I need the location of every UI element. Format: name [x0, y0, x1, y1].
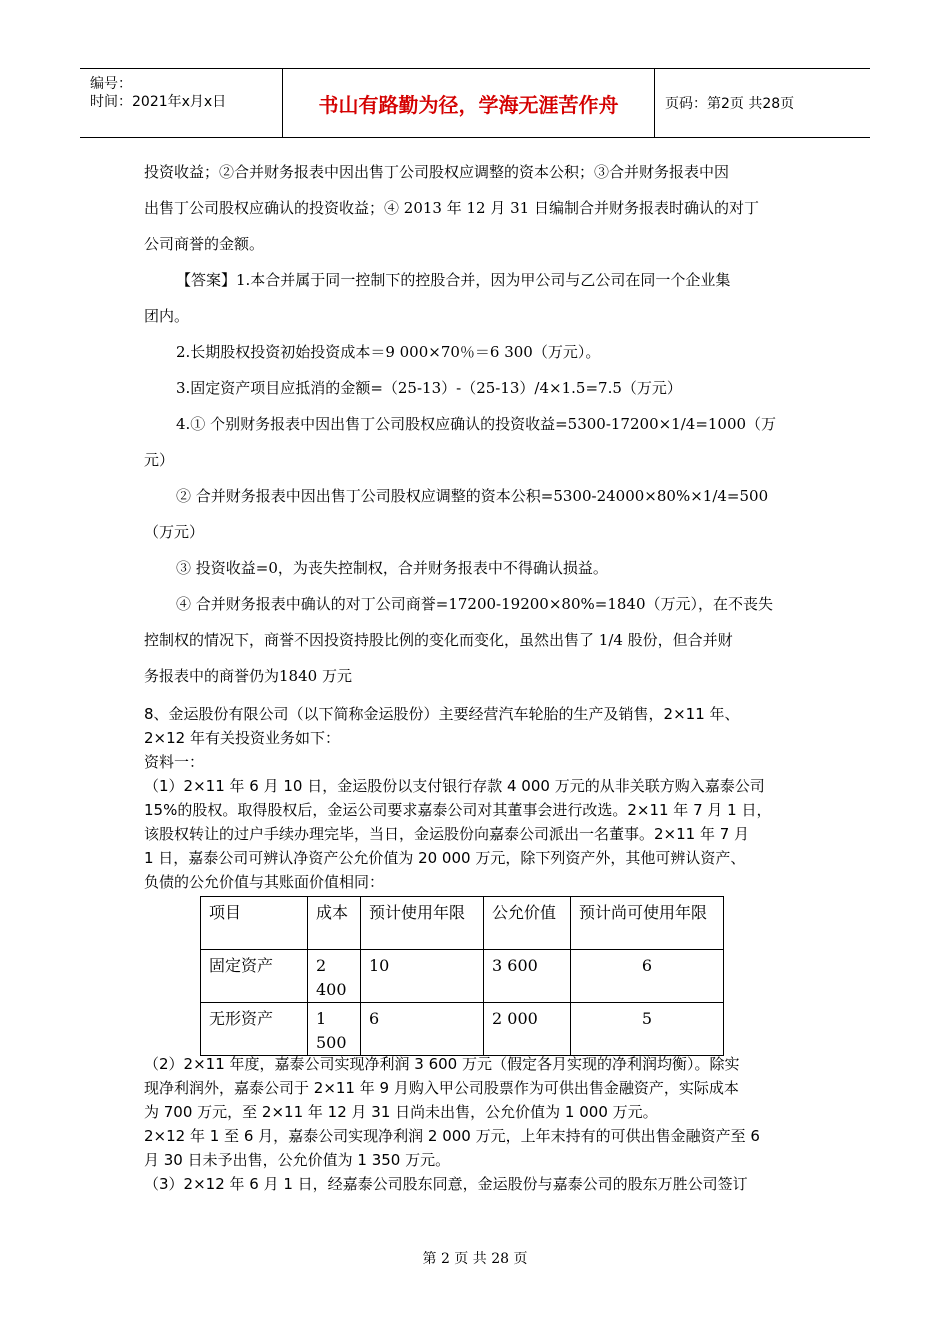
table-cell: 5: [571, 1003, 724, 1056]
question-8-line: 8、金运股份有限公司（以下简称金运股份）主要经营汽车轮胎的生产及销售，2×11 年、: [144, 705, 740, 723]
table-cell: 6: [361, 1003, 484, 1056]
table-header-cell: 预计尚可使用年限: [571, 897, 724, 950]
answer-item-4-3: ③ 投资收益=0，为丧失控制权，合并财务报表中不得确认损益。: [176, 559, 608, 577]
question-8-line: 2×12 年有关投资业务如下：: [144, 729, 340, 747]
table-cell: 2 000: [484, 1003, 571, 1056]
material-line: 为 700 万元，至 2×11 年 12 月 31 日尚未出售，公允价值为 1 000 万元。: [144, 1103, 658, 1121]
material-line: 负债的公允价值与其账面价值相同：: [144, 873, 385, 891]
material-line: 月 30 日未予出售，公允价值为 1 350 万元。: [144, 1151, 451, 1169]
paragraph-line: 控制权的情况下，商誉不因投资持股比例的变化而变化，虽然出售了 1/4 股份，但合并财: [144, 631, 733, 649]
material-line: 现净利润外，嘉泰公司于 2×11 年 9 月购入甲公司股票作为可供出售金融资产，实际成本: [144, 1079, 739, 1097]
header-motto: 书山有路勤为径，学海无涯苦作舟: [283, 69, 655, 137]
answer-item-4-1: 4.① 个别财务报表中因出售丁公司股权应确认的投资收益=5300-17200×1/4=1000（万: [176, 415, 777, 433]
paragraph-line: 公司商誉的金额。: [144, 235, 265, 253]
paragraph-line: 团内。: [144, 307, 190, 325]
table-cell: 1 500: [308, 1003, 361, 1056]
material-heading: 资料一：: [144, 753, 205, 771]
answer-item-4-4: ④ 合并财务报表中确认的对丁公司商誉=17200-19200×80%=1840（万元），在不丧失: [176, 595, 773, 613]
page-header: [80, 68, 870, 138]
asset-table: [200, 896, 724, 1056]
material-line: （2）2×11 年度，嘉泰公司实现净利润 3 600 万元（假定各月实现的净利润均衡）。除实: [144, 1055, 740, 1073]
answer-item-2: 2.长期股权投资初始投资成本＝9 000×70％＝6 300（万元）。: [176, 343, 601, 361]
table-row: [201, 950, 724, 1003]
header-page-info: 页码：第2页 共28页: [665, 96, 795, 112]
table-header-cell: 预计使用年限: [361, 897, 484, 950]
table-row: [201, 1003, 724, 1056]
material-line: 2×12 年 1 至 6 月，嘉泰公司实现净利润 2 000 万元，上年末持有的可供出售金融资产至 6: [144, 1127, 760, 1145]
table-header-cell: 公允价值: [484, 897, 571, 950]
material-line: 1 日，嘉泰公司可辨认净资产公允价值为 20 000 万元，除下列资产外，其他可辨认资产、: [144, 849, 746, 867]
paragraph-line: 元）: [144, 451, 175, 469]
table-cell: 3 600: [484, 950, 571, 1003]
page-footer: 第 2 页 共 28 页: [422, 1251, 528, 1267]
table-header-cell: 项目: [201, 897, 308, 950]
table-cell: 6: [571, 950, 724, 1003]
material-line: （3）2×12 年 6 月 1 日，经嘉泰公司股东同意，金运股份与嘉泰公司的股东万胜公司签订: [144, 1175, 748, 1193]
table-cell: 固定资产: [201, 950, 308, 1003]
material-line: 15%的股权。取得股权后，金运公司要求嘉泰公司对其董事会进行改选。2×11 年 7 月 1 日，: [144, 801, 772, 819]
document-time-label: 时间：2021年x月x日: [90, 94, 227, 110]
table-header-row: [201, 897, 724, 950]
answer-item-3: 3.固定资产项目应抵消的金额=（25-13）-（25-13）/4×1.5=7.5（万元）: [176, 379, 682, 397]
paragraph-line: 投资收益；②合并财务报表中因出售丁公司股权应调整的资本公积；③合并财务报表中因: [144, 163, 730, 181]
material-line: （1）2×11 年 6 月 10 日，金运股份以支付银行存款 4 000 万元的从非关联方购入嘉泰公司: [144, 777, 765, 795]
table-cell: 无形资产: [201, 1003, 308, 1056]
table-header-cell: 成本: [308, 897, 361, 950]
answer-item-4-2: ② 合并财务报表中因出售丁公司股权应调整的资本公积=5300-24000×80%×1/4=500: [176, 487, 769, 505]
answer-heading-line: 【答案】1.本合并属于同一控制下的控股合并，因为甲公司与乙公司在同一个企业集: [176, 271, 731, 289]
material-line: 该股权转让的过户手续办理完毕，当日，金运股份向嘉泰公司派出一名董事。2×11 年 7 月: [144, 825, 750, 843]
table-cell: 2 400: [308, 950, 361, 1003]
paragraph-line: 务报表中的商誉仍为1840 万元: [144, 667, 352, 685]
paragraph-line: 出售丁公司股权应确认的投资收益；④ 2013 年 12 月 31 日编制合并财务报表时确认的对丁: [144, 199, 759, 217]
table-cell: 10: [361, 950, 484, 1003]
header-meta: [80, 69, 283, 137]
document-code-label: 编号：: [90, 76, 132, 92]
paragraph-line: （万元）: [144, 523, 205, 541]
